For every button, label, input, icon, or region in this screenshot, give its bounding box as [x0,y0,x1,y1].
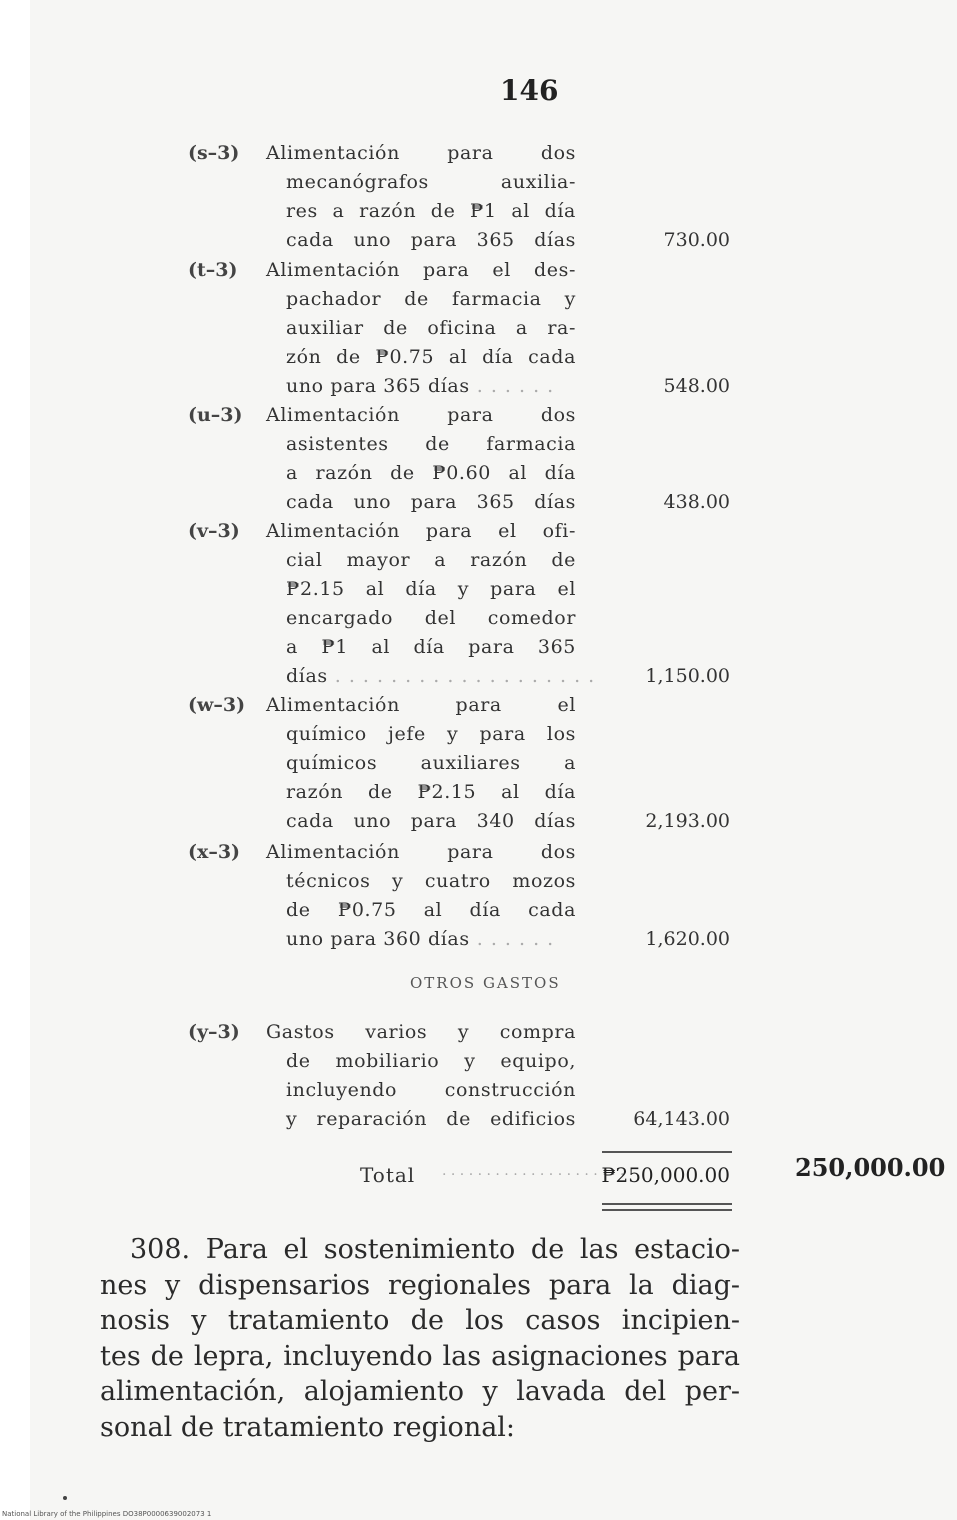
leader-dots: . . . . . . . . . . . . . . . . . . . . . . [442,1163,634,1179]
entry-line: zón de ₱0.75 al día cada [286,346,576,368]
entry-line: cada uno para 365 días [286,229,576,251]
entry-line-text: uno para 365 días [286,375,470,397]
total-amount: ₱250,000.00 [601,1163,730,1187]
entry-line-text: uno para 360 días [286,928,470,950]
entry-amount: 438.00 [663,491,730,513]
entry-label: (y–3) [188,1021,240,1043]
entry-line: razón de ₱2.15 al día [286,781,576,803]
entry-line: Alimentación para el des- [266,259,576,281]
paragraph-line: sonal de tratamiento regional: [100,1411,516,1443]
entry-amount: 64,143.00 [633,1108,730,1130]
subtotal-rule [602,1151,732,1153]
paragraph-line: nosis y tratamiento de los casos incipien- [100,1305,740,1336]
entry-line: Alimentación para dos [266,404,576,426]
section-heading: OTROS GASTOS [410,974,561,992]
page-margin [0,0,30,1520]
entry-line: técnicos y cuatro mozos [286,870,576,892]
entry-line: Alimentación para el [266,694,576,716]
entry-line: res a razón de ₱1 al día [286,200,576,222]
entry-line: cial mayor a razón de [286,549,576,571]
entry-label: (x–3) [188,841,241,863]
section-308-paragraph [100,1232,740,1445]
entry-line: mecanógrafos auxilia- [286,171,576,193]
entry-line-text: días [286,665,328,687]
entry-label: (u–3) [188,404,243,426]
entry-line [286,928,576,957]
entry-line: de ₱0.75 al día cada [286,899,576,921]
page-number: 146 [500,74,559,107]
leader-dots: . . . . . . [469,375,555,397]
entry-line: ₱2.15 al día y para el [286,578,576,600]
entry-amount: 730.00 [663,229,730,251]
paragraph-line: 308. Para el sostenimiento de las estacio- [130,1234,740,1265]
entry-line: Gastos varios y compra [266,1021,576,1043]
total-double-rule-top [602,1203,732,1205]
entry-label: (t–3) [188,259,238,281]
entry-line: cada uno para 365 días [286,491,576,513]
total-double-rule-bottom [602,1209,732,1211]
entry-line: de mobiliario y equipo, [286,1050,576,1072]
entry-amount: 1,150.00 [645,665,730,687]
paragraph-line: alimentación, alojamiento y lavada del per- [100,1376,740,1407]
entry-line: auxiliar de oficina a ra- [286,317,576,339]
entry-line: químicos auxiliares a [286,752,576,774]
entry-line: asistentes de farmacia [286,433,576,455]
entry-line: Alimentación para el ofi- [266,520,576,542]
entry-line: cada uno para 340 días [286,810,576,832]
entry-line: a razón de ₱0.60 al día [286,462,576,484]
entry-amount: 1,620.00 [645,928,730,950]
entry-line [286,665,596,694]
entry-line: encargado del comedor [286,607,576,629]
document-page [2,0,957,1520]
entry-amount: 548.00 [663,375,730,397]
total-label: Total [360,1163,416,1187]
entry-label: (v–3) [188,520,240,542]
entry-amount: 2,193.00 [645,810,730,832]
entry-line [286,375,576,404]
scan-mark [63,1496,67,1500]
paragraph-line: nes y dispensarios regionales para la diag- [100,1269,740,1301]
grand-total-amount: 250,000.00 [795,1153,946,1182]
paragraph-line: tes de lepra, incluyendo las asignaciones para [100,1340,740,1372]
entry-line: químico jefe y para los [286,723,576,745]
entry-line: pachador de farmacia y [286,288,576,310]
entry-line: incluyendo construcción [286,1079,576,1101]
entry-line: Alimentación para dos [266,841,576,863]
leader-dots: . . . . . . . . . . . . . . . . . . . [327,665,596,687]
entry-label: (s–3) [188,142,240,164]
entry-line: Alimentación para dos [266,142,576,164]
scan-footer: National Library of the Philippines DO38P0000639002073 1 [2,1510,212,1518]
leader-dots: . . . . . . [469,928,555,950]
entry-line: y reparación de edificios [286,1108,576,1130]
entry-line: a ₱1 al día para 365 [286,636,576,658]
entry-label: (w–3) [188,694,246,716]
